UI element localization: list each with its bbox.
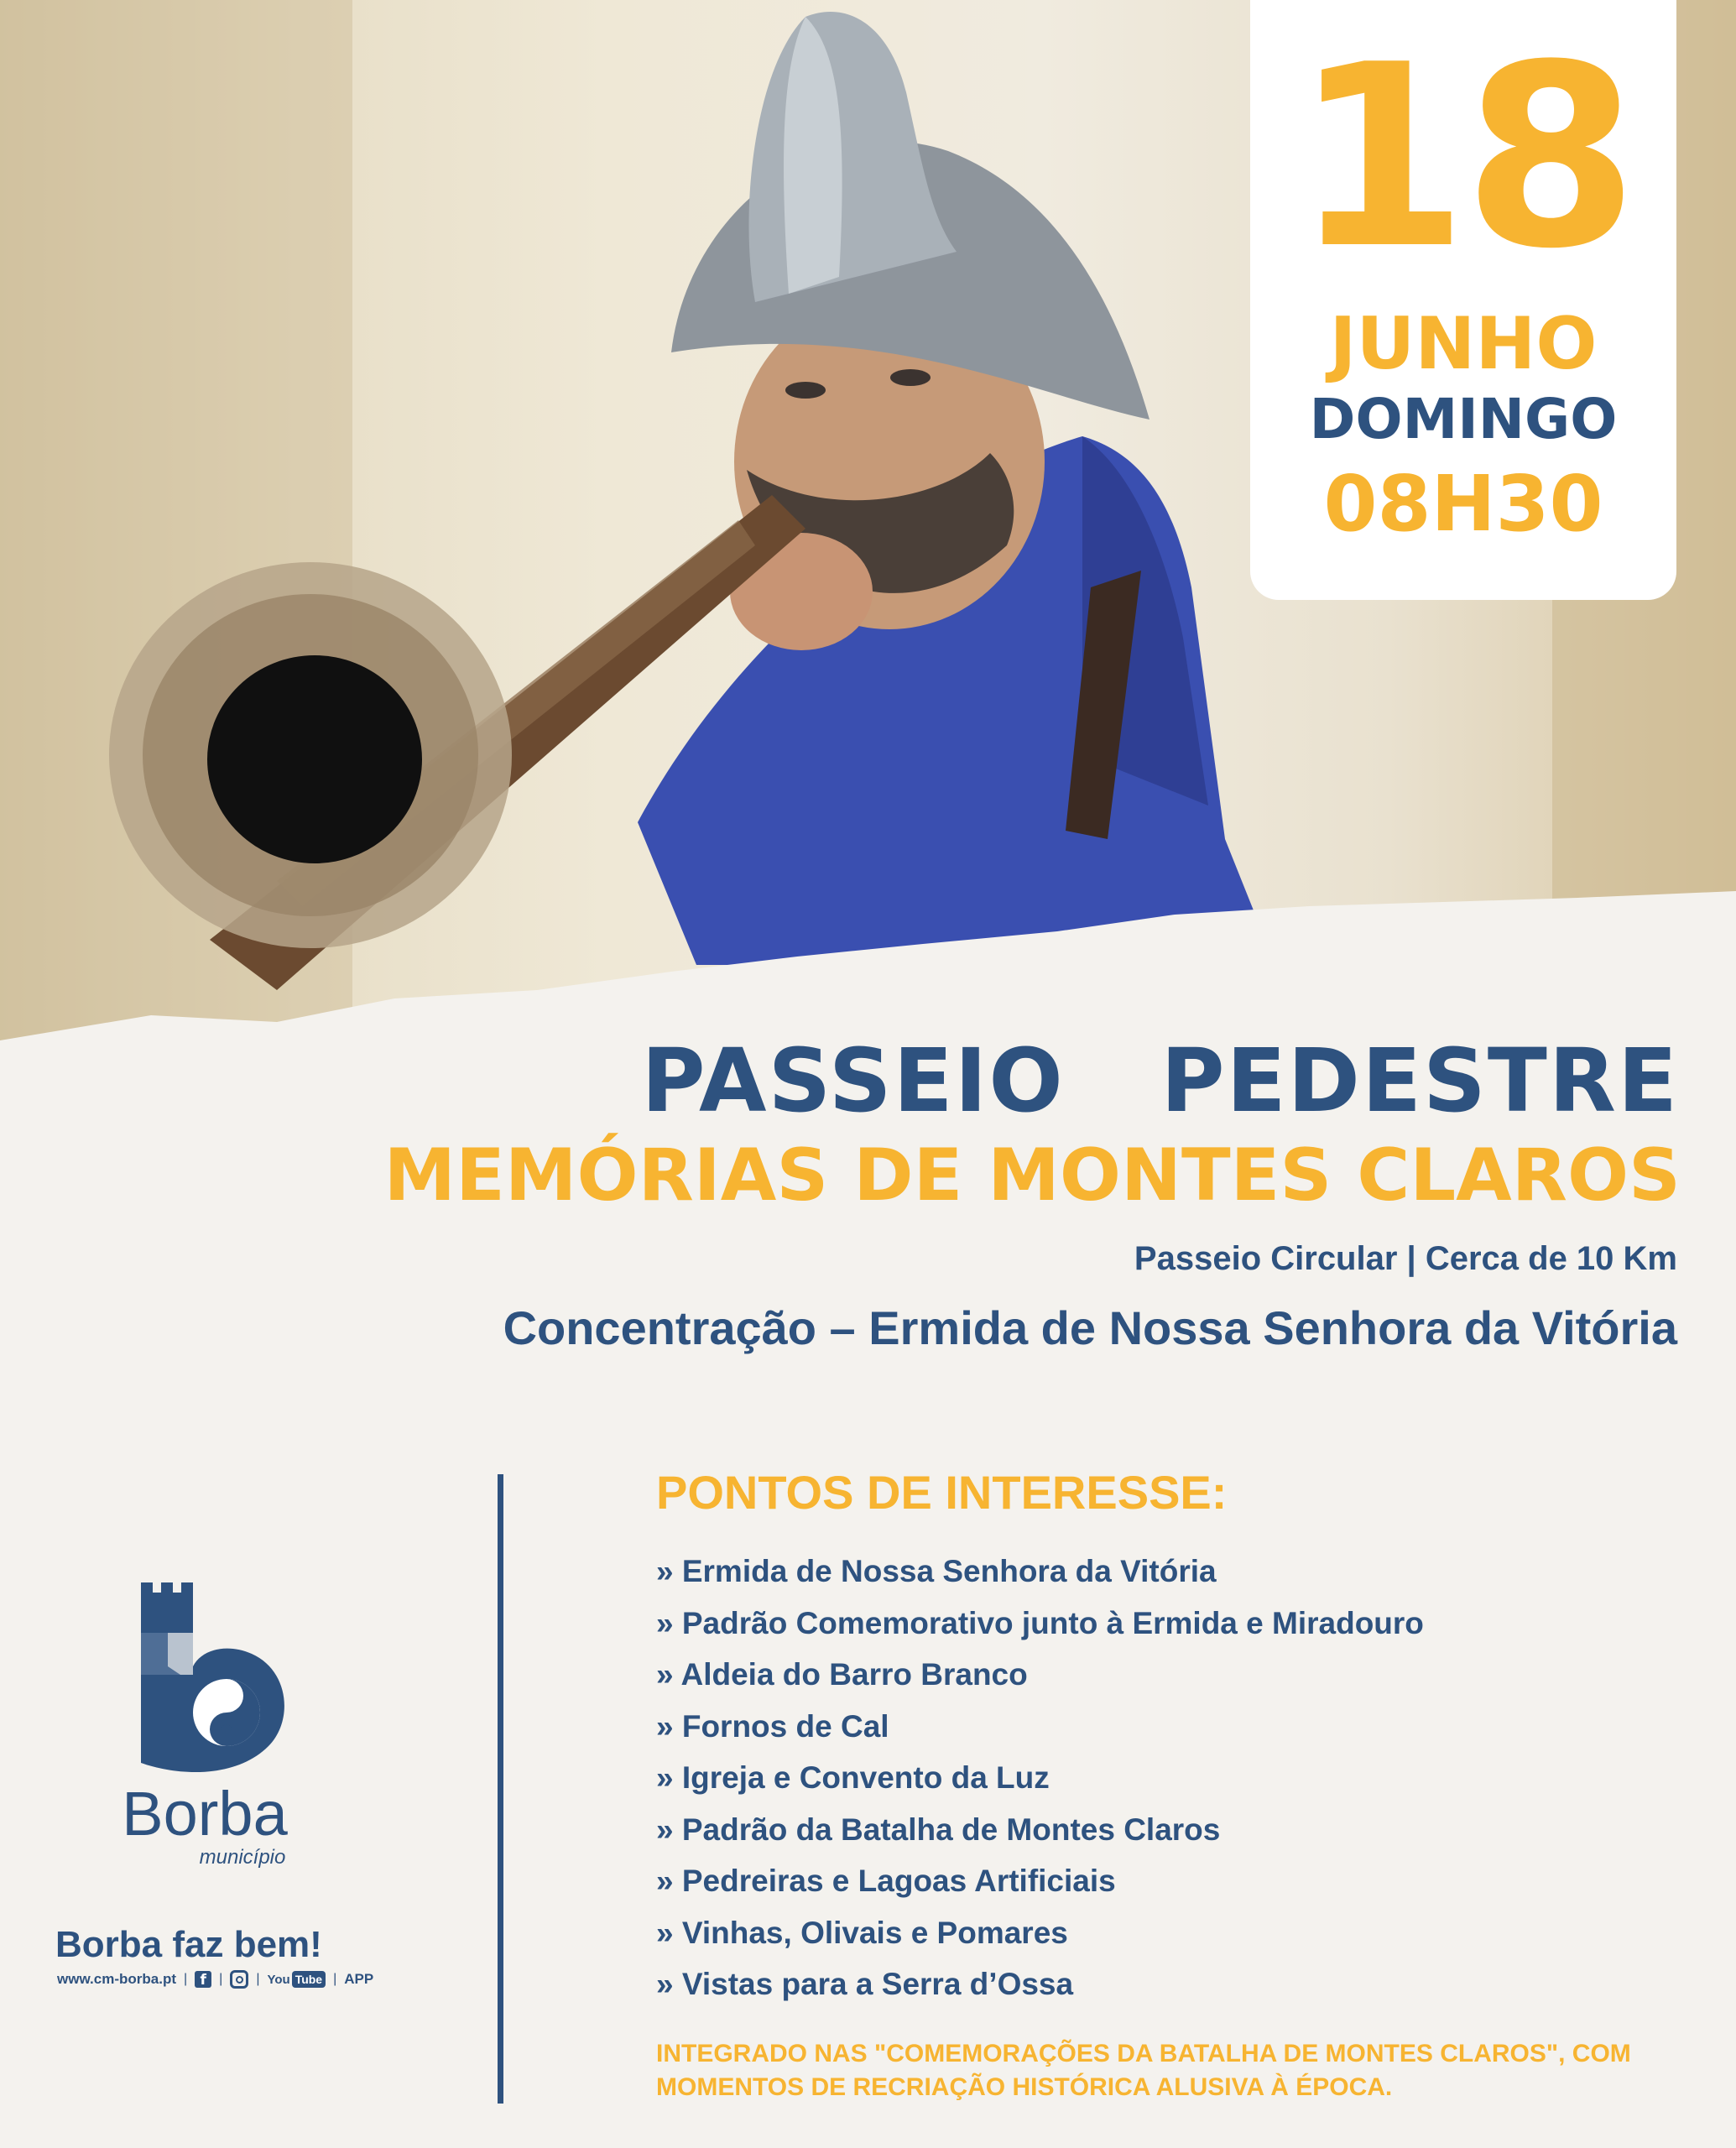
instagram-icon[interactable] [230,1970,248,1989]
event-name: MEMÓRIAS DE MONTES CLAROS [383,1134,1681,1217]
slogan: Borba faz bem! [55,1924,322,1965]
poi-item: » Padrão da Batalha de Montes Claros [656,1812,1221,1847]
event-type: PASSEIO PEDESTRE [641,1030,1679,1132]
footer-links [57,1967,373,1992]
date-card [1250,0,1676,600]
event-day: 18 [1293,11,1634,304]
event-time: 08H30 [1323,459,1603,549]
vertical-divider [498,1474,503,2104]
youtube-icon[interactable] [267,1970,326,1989]
logo-name: Borba [122,1779,288,1848]
poi-item: » Pedreiras e Lagoas Artificiais [656,1864,1116,1898]
facebook-icon[interactable]: f [195,1971,211,1988]
tower-icon [141,1582,193,1683]
poi-item: » Ermida de Nossa Senhora da Vitória [656,1554,1217,1588]
website-link[interactable]: www.cm-borba.pt [57,1971,176,1987]
event-details: Passeio Circular | Cerca de 10 Km [1134,1240,1677,1277]
event-weekday: DOMINGO [1309,387,1618,451]
separator: | [219,1972,223,1986]
poi-item: » Padrão Comemorativo junto à Ermida e Miradouro [656,1605,1424,1640]
poi-heading: PONTOS DE INTERESSE: [656,1466,1228,1519]
logo-subtitle: município [199,1846,286,1869]
event-month: JUNHO [1329,302,1598,386]
poi-item: » Igreja e Convento da Luz [656,1760,1050,1795]
youtube-label: You [267,1972,290,1987]
separator: | [333,1972,337,1986]
poi-list [656,1546,1424,2010]
borba-logo-mark [134,1582,285,1775]
event-note: INTEGRADO NAS "COMEMORAÇÕES DA BATALHA DE MONTES CLAROS", COM MOMENTOS DE RECRIAÇÃO HISTÓRICA ALUSIVA À ÉPOCA. [656,2040,1631,2101]
meeting-point: Concentração – Ermida de Nossa Senhora da Vitória [503,1301,1677,1354]
poi-item: » Fornos de Cal [656,1708,889,1744]
separator: | [184,1972,188,1986]
poi-item: » Vinhas, Olivais e Pomares [656,1915,1068,1950]
poi-item: » Vistas para a Serra d’Ossa [656,1967,1074,2001]
separator: | [256,1972,260,1986]
youtube-tube-label: Tube [292,1971,326,1988]
app-link[interactable]: APP [344,1971,374,1987]
poi-item: » Aldeia do Barro Branco [656,1657,1028,1692]
